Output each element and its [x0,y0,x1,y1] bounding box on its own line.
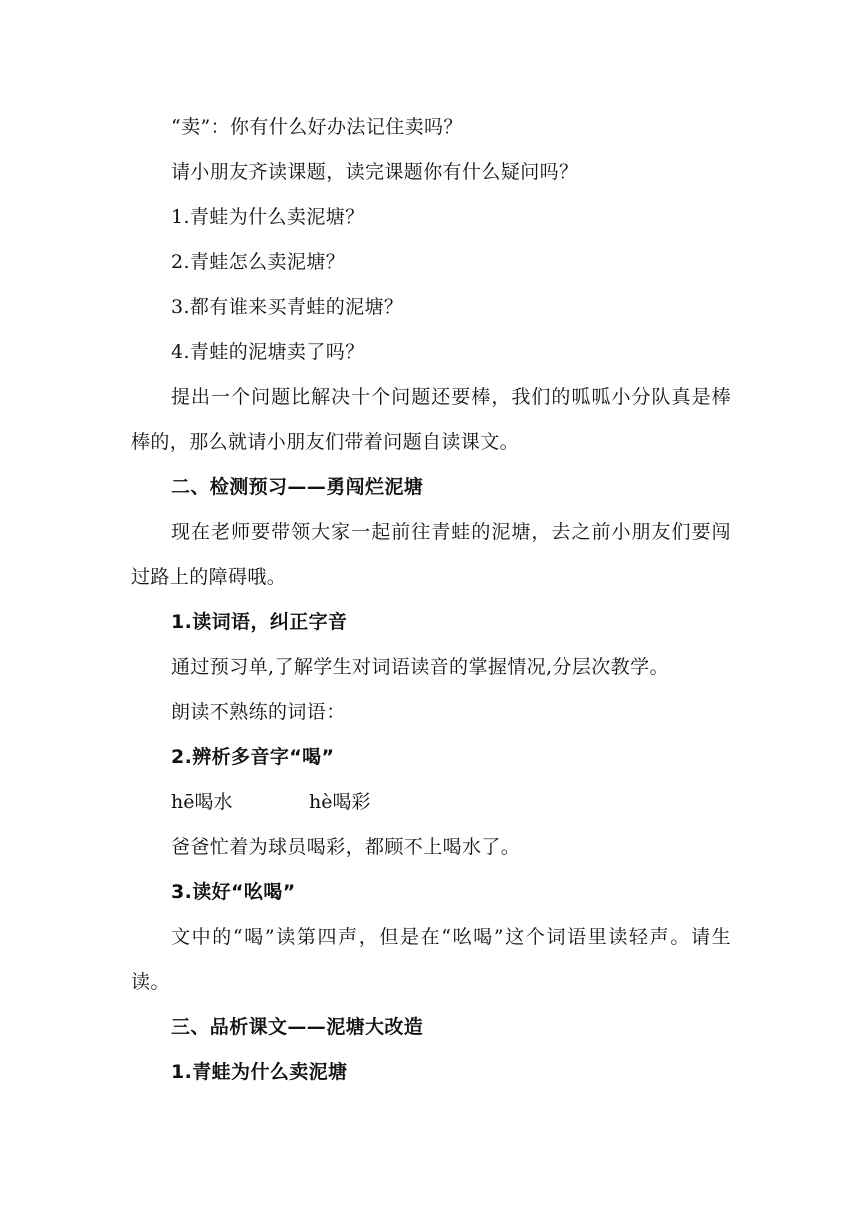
paragraph-teacher-lead: 现在老师要带领大家一起前往青蛙的泥塘，去之前小朋友们要闯过路上的障碍哦。 [131,521,731,588]
pinyin-he1: hē喝水 [171,791,233,813]
paragraph-preview-sheet: 通过预习单,了解学生对词语读音的掌握情况,分层次教学。 [171,656,669,678]
subheading-read-words: 1.读词语，纠正字音 [171,611,348,633]
question-4: 4.青蛙的泥塘卖了吗？ [171,341,365,363]
subheading-why-sell: 1.青蛙为什么卖泥塘 [171,1061,348,1083]
paragraph-mai: “卖”：你有什么好办法记住卖吗？ [171,116,463,138]
question-3: 3.都有谁来买青蛙的泥塘？ [171,296,404,318]
paragraph-read-title: 请小朋友齐读课题，读完课题你有什么疑问吗？ [171,161,579,183]
subheading-polyphone: 2.辨析多音字“喝” [171,746,335,768]
section-heading-2: 二、检测预习——勇闯烂泥塘 [171,476,424,498]
subheading-yaohe: 3.读好“吆喝” [171,881,296,903]
paragraph-neutral-tone: 文中的“喝”读第四声，但是在“吆喝”这个词语里读轻声。请生读。 [131,926,731,993]
paragraph-praise: 提出一个问题比解决十个问题还要棒，我们的呱呱小分队真是棒棒的，那么就请小朋友们带着问题自读课文。 [131,386,731,453]
paragraph-unfamiliar-words: 朗读不熟练的词语： [171,701,346,723]
pinyin-he4: hè喝彩 [309,791,371,813]
question-2: 2.青蛙怎么卖泥塘？ [171,251,346,273]
question-1: 1.青蛙为什么卖泥塘？ [171,206,365,228]
pinyin-row [171,780,370,825]
paragraph-example-sentence: 爸爸忙着为球员喝彩，都顾不上喝水了。 [171,836,521,858]
section-heading-3: 三、品析课文——泥塘大改造 [171,1016,424,1038]
